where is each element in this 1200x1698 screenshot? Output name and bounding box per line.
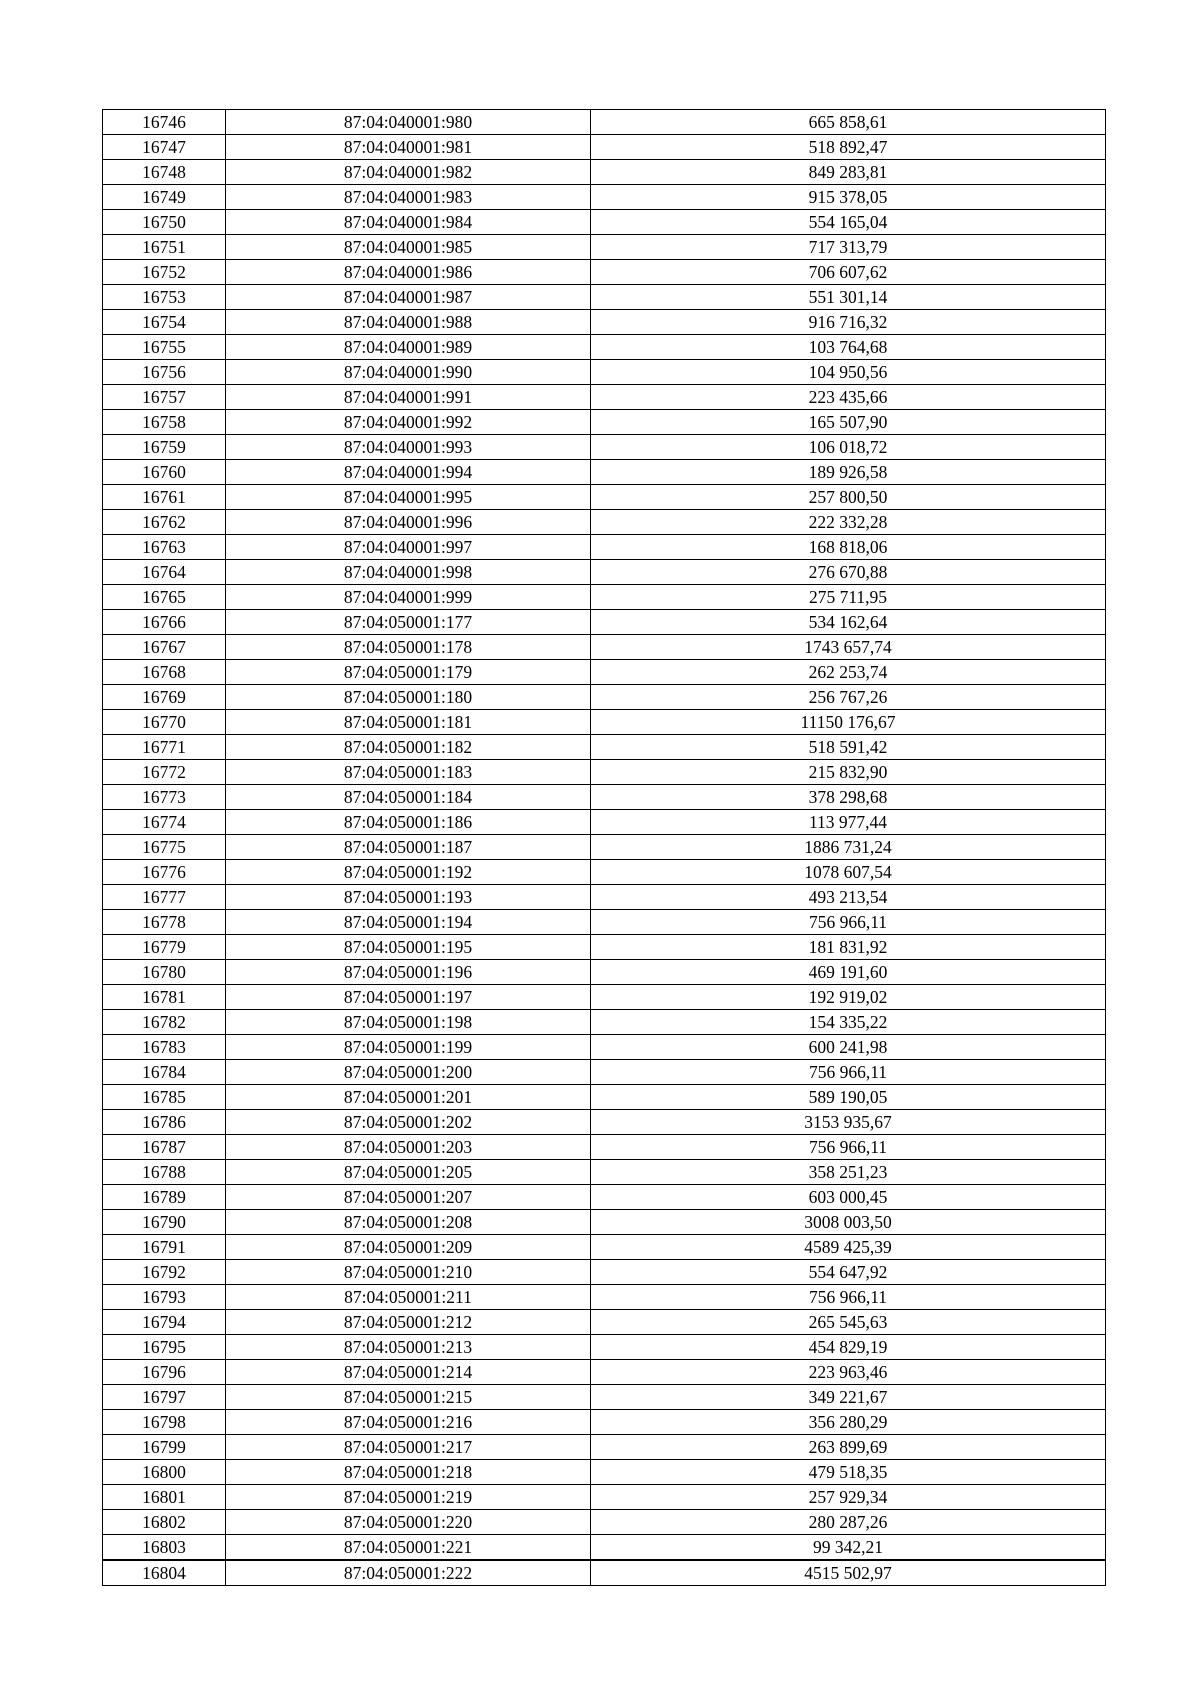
row-number-cell: 16749 [103,185,226,210]
cadastral-number-cell: 87:04:050001:220 [226,1510,591,1535]
row-number-cell: 16754 [103,310,226,335]
row-number-cell: 16759 [103,435,226,460]
value-cell: 469 191,60 [591,960,1106,985]
table-row [103,1460,1106,1485]
cadastral-number-cell: 87:04:050001:178 [226,635,591,660]
row-number-cell: 16802 [103,1510,226,1535]
value-cell: 756 966,11 [591,910,1106,935]
value-cell: 113 977,44 [591,810,1106,835]
table-row [103,810,1106,835]
row-number-cell: 16775 [103,835,226,860]
table-row [103,910,1106,935]
table-row [103,1310,1106,1335]
cadastral-number-cell: 87:04:050001:216 [226,1410,591,1435]
row-number-cell: 16771 [103,735,226,760]
table-row [103,1335,1106,1360]
cadastral-number-cell: 87:04:050001:182 [226,735,591,760]
value-cell: 276 670,88 [591,560,1106,585]
table-row [103,985,1106,1010]
table-row [103,1285,1106,1310]
table-row [103,1360,1106,1385]
row-number-cell: 16792 [103,1260,226,1285]
table-body [103,110,1106,1586]
row-number-cell: 16774 [103,810,226,835]
row-number-cell: 16793 [103,1285,226,1310]
row-number-cell: 16765 [103,585,226,610]
row-number-cell: 16783 [103,1035,226,1060]
cadastral-number-cell: 87:04:050001:221 [226,1535,591,1561]
table-row [103,560,1106,585]
cadastral-number-cell: 87:04:040001:990 [226,360,591,385]
cadastral-number-cell: 87:04:040001:995 [226,485,591,510]
value-cell: 181 831,92 [591,935,1106,960]
value-cell: 103 764,68 [591,335,1106,360]
value-cell: 706 607,62 [591,260,1106,285]
cadastral-number-cell: 87:04:040001:996 [226,510,591,535]
table-row [103,1485,1106,1510]
value-cell: 358 251,23 [591,1160,1106,1185]
row-number-cell: 16776 [103,860,226,885]
row-number-cell: 16751 [103,235,226,260]
cadastral-number-cell: 87:04:050001:208 [226,1210,591,1235]
row-number-cell: 16782 [103,1010,226,1035]
row-number-cell: 16803 [103,1535,226,1561]
table-row [103,285,1106,310]
cadastral-number-cell: 87:04:040001:986 [226,260,591,285]
value-cell: 756 966,11 [591,1135,1106,1160]
cadastral-number-cell: 87:04:040001:987 [226,285,591,310]
row-number-cell: 16781 [103,985,226,1010]
value-cell: 257 800,50 [591,485,1106,510]
value-cell: 256 767,26 [591,685,1106,710]
cadastral-number-cell: 87:04:050001:184 [226,785,591,810]
value-cell: 479 518,35 [591,1460,1106,1485]
table-row [103,360,1106,385]
cadastral-number-cell: 87:04:040001:981 [226,135,591,160]
table-row [103,1235,1106,1260]
row-number-cell: 16798 [103,1410,226,1435]
cadastral-number-cell: 87:04:050001:203 [226,1135,591,1160]
row-number-cell: 16768 [103,660,226,685]
row-number-cell: 16778 [103,910,226,935]
value-cell: 534 162,64 [591,610,1106,635]
table-row [103,710,1106,735]
cadastral-number-cell: 87:04:040001:998 [226,560,591,585]
row-number-cell: 16791 [103,1235,226,1260]
row-number-cell: 16773 [103,785,226,810]
table-row [103,785,1106,810]
cadastral-number-cell: 87:04:050001:181 [226,710,591,735]
cadastral-number-cell: 87:04:040001:982 [226,160,591,185]
value-cell: 756 966,11 [591,1060,1106,1085]
value-cell: 106 018,72 [591,435,1106,460]
value-cell: 265 545,63 [591,1310,1106,1335]
cadastral-number-cell: 87:04:050001:186 [226,810,591,835]
cadastral-number-cell: 87:04:050001:211 [226,1285,591,1310]
cadastral-number-cell: 87:04:050001:187 [226,835,591,860]
value-cell: 222 332,28 [591,510,1106,535]
row-number-cell: 16799 [103,1435,226,1460]
cadastral-number-cell: 87:04:050001:202 [226,1110,591,1135]
table-row [103,185,1106,210]
row-number-cell: 16766 [103,610,226,635]
row-number-cell: 16761 [103,485,226,510]
value-cell: 915 378,05 [591,185,1106,210]
row-number-cell: 16786 [103,1110,226,1135]
row-number-cell: 16752 [103,260,226,285]
row-number-cell: 16757 [103,385,226,410]
row-number-cell: 16784 [103,1060,226,1085]
value-cell: 223 963,46 [591,1360,1106,1385]
cadastral-number-cell: 87:04:040001:994 [226,460,591,485]
cadastral-number-cell: 87:04:040001:984 [226,210,591,235]
value-cell: 189 926,58 [591,460,1106,485]
table-row [103,110,1106,135]
table-row [103,1085,1106,1110]
value-cell: 223 435,66 [591,385,1106,410]
cadastral-number-cell: 87:04:050001:194 [226,910,591,935]
row-number-cell: 16777 [103,885,226,910]
row-number-cell: 16758 [103,410,226,435]
table-row [103,135,1106,160]
value-cell: 4515 502,97 [591,1560,1106,1586]
value-cell: 849 283,81 [591,160,1106,185]
table-row [103,760,1106,785]
table-row [103,835,1106,860]
table-row [103,1210,1106,1235]
value-cell: 493 213,54 [591,885,1106,910]
cadastral-number-cell: 87:04:040001:989 [226,335,591,360]
table-row [103,735,1106,760]
value-cell: 192 919,02 [591,985,1106,1010]
value-cell: 916 716,32 [591,310,1106,335]
value-cell: 263 899,69 [591,1435,1106,1460]
value-cell: 554 647,92 [591,1260,1106,1285]
value-cell: 518 591,42 [591,735,1106,760]
row-number-cell: 16800 [103,1460,226,1485]
row-number-cell: 16788 [103,1160,226,1185]
row-number-cell: 16780 [103,960,226,985]
row-number-cell: 16796 [103,1360,226,1385]
cadastral-number-cell: 87:04:050001:215 [226,1385,591,1410]
table-row [103,1010,1106,1035]
table-row [103,610,1106,635]
row-number-cell: 16755 [103,335,226,360]
cadastral-number-cell: 87:04:050001:209 [226,1235,591,1260]
row-number-cell: 16779 [103,935,226,960]
value-cell: 257 929,34 [591,1485,1106,1510]
row-number-cell: 16756 [103,360,226,385]
table-row [103,435,1106,460]
table-row [103,1035,1106,1060]
value-cell: 11150 176,67 [591,710,1106,735]
value-cell: 262 253,74 [591,660,1106,685]
value-cell: 168 818,06 [591,535,1106,560]
table-row [103,485,1106,510]
row-number-cell: 16767 [103,635,226,660]
table-row [103,510,1106,535]
row-number-cell: 16769 [103,685,226,710]
cadastral-number-cell: 87:04:050001:200 [226,1060,591,1085]
cadastral-number-cell: 87:04:050001:218 [226,1460,591,1485]
table-row [103,1260,1106,1285]
table-row [103,1160,1106,1185]
value-cell: 600 241,98 [591,1035,1106,1060]
table-row [103,585,1106,610]
row-number-cell: 16746 [103,110,226,135]
table-row [103,860,1106,885]
row-number-cell: 16764 [103,560,226,585]
value-cell: 518 892,47 [591,135,1106,160]
row-number-cell: 16747 [103,135,226,160]
row-number-cell: 16797 [103,1385,226,1410]
row-number-cell: 16789 [103,1185,226,1210]
table-row [103,1110,1106,1135]
row-number-cell: 16801 [103,1485,226,1510]
value-cell: 1886 731,24 [591,835,1106,860]
table-row [103,410,1106,435]
cadastral-number-cell: 87:04:050001:192 [226,860,591,885]
value-cell: 280 287,26 [591,1510,1106,1535]
value-cell: 275 711,95 [591,585,1106,610]
cadastral-number-cell: 87:04:050001:179 [226,660,591,685]
cadastral-number-cell: 87:04:050001:199 [226,1035,591,1060]
value-cell: 717 313,79 [591,235,1106,260]
table-row [103,260,1106,285]
table-row [103,1135,1106,1160]
value-cell: 99 342,21 [591,1535,1106,1561]
table-row [103,685,1106,710]
table-row [103,1410,1106,1435]
row-number-cell: 16794 [103,1310,226,1335]
table-row [103,1560,1106,1586]
cadastral-number-cell: 87:04:050001:197 [226,985,591,1010]
table-row [103,535,1106,560]
table-row [103,1510,1106,1535]
value-cell: 165 507,90 [591,410,1106,435]
row-number-cell: 16770 [103,710,226,735]
value-cell: 589 190,05 [591,1085,1106,1110]
table-row [103,235,1106,260]
cadastral-number-cell: 87:04:050001:195 [226,935,591,960]
row-number-cell: 16763 [103,535,226,560]
cadastral-number-cell: 87:04:050001:201 [226,1085,591,1110]
cadastral-number-cell: 87:04:050001:213 [226,1335,591,1360]
row-number-cell: 16795 [103,1335,226,1360]
value-cell: 349 221,67 [591,1385,1106,1410]
data-table [102,109,1106,1586]
row-number-cell: 16804 [103,1560,226,1586]
table-row [103,1060,1106,1085]
value-cell: 551 301,14 [591,285,1106,310]
cadastral-number-cell: 87:04:040001:985 [226,235,591,260]
value-cell: 4589 425,39 [591,1235,1106,1260]
value-cell: 104 950,56 [591,360,1106,385]
cadastral-number-cell: 87:04:050001:207 [226,1185,591,1210]
row-number-cell: 16790 [103,1210,226,1235]
value-cell: 454 829,19 [591,1335,1106,1360]
value-cell: 665 858,61 [591,110,1106,135]
table-row [103,1535,1106,1561]
cadastral-number-cell: 87:04:050001:210 [226,1260,591,1285]
table-row [103,885,1106,910]
row-number-cell: 16748 [103,160,226,185]
table-row [103,310,1106,335]
table-row [103,160,1106,185]
table-row [103,960,1106,985]
table-row [103,1385,1106,1410]
cadastral-number-cell: 87:04:050001:180 [226,685,591,710]
value-cell: 3008 003,50 [591,1210,1106,1235]
cadastral-number-cell: 87:04:040001:992 [226,410,591,435]
value-cell: 154 335,22 [591,1010,1106,1035]
table-row [103,460,1106,485]
table-row [103,210,1106,235]
value-cell: 215 832,90 [591,760,1106,785]
value-cell: 554 165,04 [591,210,1106,235]
row-number-cell: 16785 [103,1085,226,1110]
value-cell: 603 000,45 [591,1185,1106,1210]
table-row [103,660,1106,685]
cadastral-number-cell: 87:04:040001:999 [226,585,591,610]
cadastral-number-cell: 87:04:050001:219 [226,1485,591,1510]
value-cell: 756 966,11 [591,1285,1106,1310]
table-row [103,1185,1106,1210]
table-row [103,385,1106,410]
cadastral-number-cell: 87:04:050001:198 [226,1010,591,1035]
cadastral-number-cell: 87:04:050001:196 [226,960,591,985]
table-row [103,1435,1106,1460]
value-cell: 1743 657,74 [591,635,1106,660]
value-cell: 378 298,68 [591,785,1106,810]
row-number-cell: 16787 [103,1135,226,1160]
cadastral-number-cell: 87:04:050001:212 [226,1310,591,1335]
value-cell: 3153 935,67 [591,1110,1106,1135]
row-number-cell: 16772 [103,760,226,785]
value-cell: 1078 607,54 [591,860,1106,885]
table-row [103,935,1106,960]
cadastral-number-cell: 87:04:040001:983 [226,185,591,210]
table-row [103,635,1106,660]
cadastral-number-cell: 87:04:050001:214 [226,1360,591,1385]
value-cell: 356 280,29 [591,1410,1106,1435]
table-row [103,335,1106,360]
cadastral-number-cell: 87:04:040001:997 [226,535,591,560]
row-number-cell: 16750 [103,210,226,235]
row-number-cell: 16762 [103,510,226,535]
cadastral-number-cell: 87:04:050001:183 [226,760,591,785]
cadastral-number-cell: 87:04:050001:217 [226,1435,591,1460]
cadastral-number-cell: 87:04:050001:222 [226,1560,591,1586]
row-number-cell: 16753 [103,285,226,310]
row-number-cell: 16760 [103,460,226,485]
cadastral-number-cell: 87:04:050001:193 [226,885,591,910]
cadastral-number-cell: 87:04:050001:205 [226,1160,591,1185]
cadastral-number-cell: 87:04:040001:993 [226,435,591,460]
cadastral-number-cell: 87:04:050001:177 [226,610,591,635]
cadastral-number-cell: 87:04:040001:988 [226,310,591,335]
cadastral-number-cell: 87:04:040001:980 [226,110,591,135]
cadastral-number-cell: 87:04:040001:991 [226,385,591,410]
